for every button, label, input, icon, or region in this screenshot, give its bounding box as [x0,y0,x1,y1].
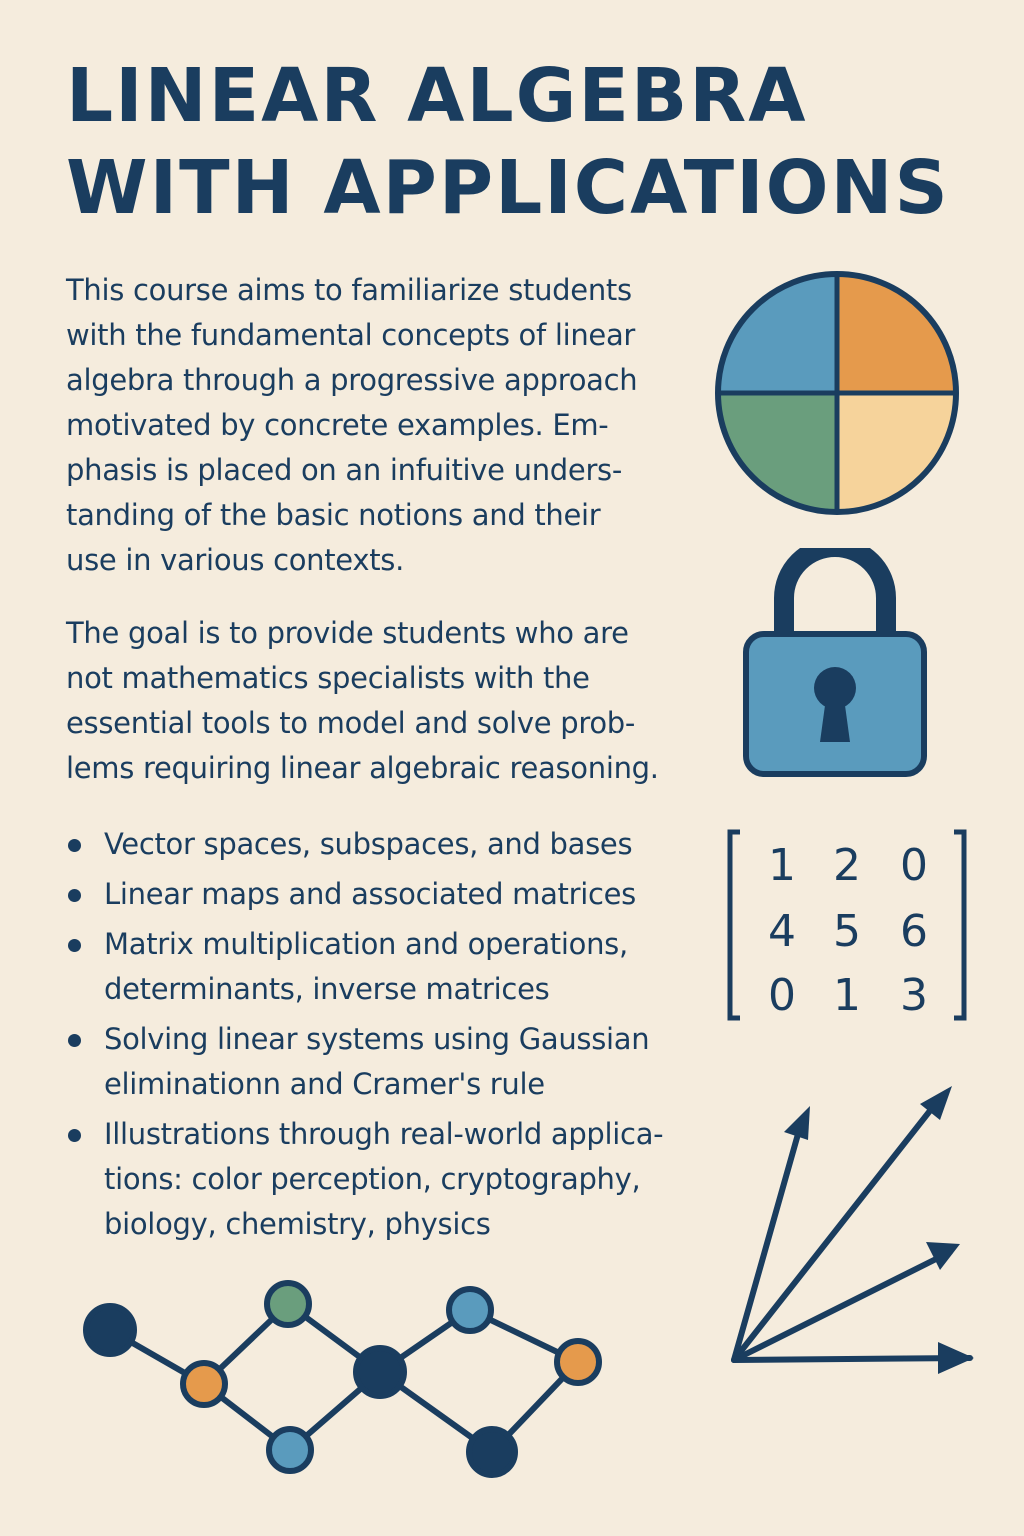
topic-line: Solving linear systems using Gaussian [104,1022,650,1056]
network-graph-icon [80,1276,610,1486]
topic-line: tions: color perception, cryptography, [104,1162,641,1196]
intro-line: phasis is placed on an infuitive unders- [66,453,623,487]
intro-paragraph [66,268,706,583]
matrix-cell: 0 [900,840,928,891]
intro-line: algebra through a progressive approach [66,363,638,397]
bullet-icon [68,939,81,952]
topic-item [66,872,726,917]
intro-line: tanding of the basic notions and their [66,498,601,532]
intro-line: use in various contexts. [66,543,404,577]
intro-line: motivated by concrete examples. Em- [66,408,609,442]
matrix-cell: 3 [900,970,928,1021]
matrix-cell: 1 [768,840,796,891]
bullet-icon [68,1034,81,1047]
goal-line: not mathematics specialists with the [66,661,590,695]
matrix-cell: 4 [768,906,796,957]
topic-list [66,822,726,1252]
topic-line: Matrix multiplication and operations, [104,927,628,961]
bullet-icon [68,1129,81,1142]
matrix-cell: 1 [833,970,861,1021]
title-line-2: WITH APPLICATIONS [66,145,950,231]
color-wheel-icon [712,268,962,518]
matrix-cell: 6 [900,906,928,957]
matrix-icon [724,828,970,1024]
bullet-icon [68,889,81,902]
topic-item [66,1112,726,1247]
goal-line: essential tools to model and solve prob- [66,706,636,740]
topic-line: determinants, inverse matrices [104,972,550,1006]
vector-arrows-icon [712,1080,992,1380]
matrix-cell: 0 [768,970,796,1021]
goal-line: lems requiring linear algebraic reasoning. [66,751,659,785]
matrix-cell: 2 [833,840,861,891]
page-title [66,50,966,234]
bullet-icon [68,839,81,852]
topic-line: Linear maps and associated matrices [104,877,636,911]
topic-item [66,922,726,1012]
topic-line: eliminationn and Cramer's rule [104,1067,545,1101]
title-line-1: LINEAR ALGEBRA [66,53,808,139]
topic-line: Vector spaces, subspaces, and bases [104,827,633,861]
padlock-icon [740,548,930,780]
intro-line: with the fundamental concepts of linear [66,318,636,352]
matrix-cell: 5 [833,906,861,957]
intro-line: This course aims to familiarize students [66,273,632,307]
topic-item [66,1017,726,1107]
goal-paragraph [66,611,706,791]
topic-line: Illustrations through real-world applica- [104,1117,664,1151]
topic-item [66,822,726,867]
goal-line: The goal is to provide students who are [66,616,629,650]
topic-line: biology, chemistry, physics [104,1207,491,1241]
